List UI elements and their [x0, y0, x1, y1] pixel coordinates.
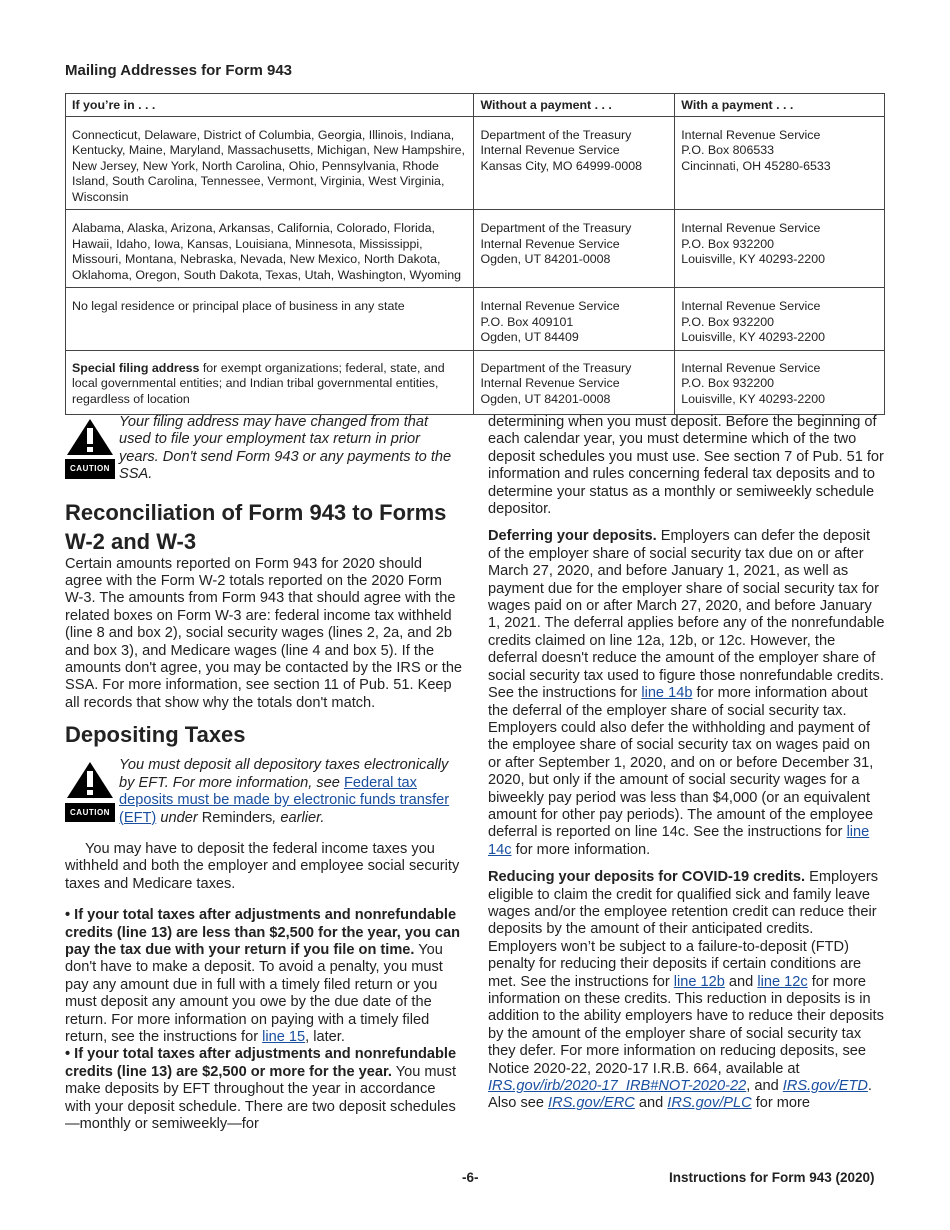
with-payment-cell: Internal Revenue Service P.O. Box 932200 Louisville, KY 40293-2200 [675, 288, 885, 351]
column-header: If you’re in . . . [66, 94, 474, 117]
caution-icon: CAUTION [65, 418, 115, 470]
caution-note-eft: CAUTION You must deposit all depository taxes electronically by EFT. For more information, see Federal tax deposits must be made by electronic funds transfer (EFT) under Reminders, earlier. [65, 757, 463, 827]
table-row [66, 350, 885, 414]
left-column [65, 414, 463, 1133]
line-12b-link[interactable]: line 12b [673, 973, 725, 990]
deferring-deposits: Deferring your deposits. Employers can defer the deposit of the employer share of social security tax due on or after March 27, 2020, and before January 1, 2021, as well as payment due for the employer share of social security tax for wages paid on or after March 27, 2020, and before January 1, 2021. The deferral applies before any of the nonrefundable credits claimed on line 12a, 12b, or 12c. However, the deferral doesn't reduce the amount of the employer share of social security tax used to figure those nonrefundable credits. See the instructions for line 14b for more information about the deferral of the employer share of social security tax. Employers could also defer the withholding and payment of the employee share of social security tax on wages paid on or after September 1, 2020, and on or before December 31, 2020, but only if the amount of social security wages for a biweekly pay period was less than $4,000 (or an equivalent amount for other pay periods). The amount of the employee deferral is reported on line 14c. See the instructions for line 14c for more information. [488, 528, 885, 858]
depositing-heading: Depositing Taxes [65, 722, 246, 748]
line-14b-link[interactable]: line 14b [641, 685, 693, 702]
without-payment-cell: Department of the Treasury Internal Revenue Service Ogden, UT 84201-0008 [474, 350, 675, 414]
irb-link[interactable]: IRS.gov/irb/2020-17_IRB#NOT-2020-22 [488, 1078, 747, 1095]
recon-body: Certain amounts reported on Form 943 for 2020 should agree with the Form W-2 totals reported on the 2020 Form W-3. The amounts from Form 943 that should agree with the related boxes on Form W-3 are: federal income tax withheld (line 8 and box 2), social security wages (lines 2, 2a, and 2b and box 3), and Medicare wages (line 4 and box 5). If the amounts don't agree, you may be contacted by the IRS or the SSA. For more information, see section 11 of Pub. 51. Keep all records that show why the totals don't match. [65, 555, 463, 711]
with-payment-cell: Internal Revenue Service P.O. Box 932200 Louisville, KY 40293-2200 [675, 210, 885, 288]
line-12c-link[interactable]: line 12c [757, 973, 808, 990]
column-header: Without a payment . . . [474, 94, 675, 117]
states-cell: No legal residence or principal place of business in any state [66, 288, 474, 351]
plc-link[interactable]: IRS.gov/PLC [667, 1095, 752, 1112]
table-row [66, 288, 885, 351]
erc-link[interactable]: IRS.gov/ERC [548, 1095, 635, 1112]
caution-note [65, 414, 463, 484]
eft-link[interactable]: Federal tax deposits must be made by electronic funds transfer (EFT) [119, 774, 450, 826]
deposit-intro: You may have to deposit the federal income taxes you withheld and both the employer and employee social security taxes and Medicare taxes. [65, 840, 460, 892]
bullet-over-2500: • If your total taxes after adjustments and nonrefundable credits (line 13) are $2,500 or more for the year. You must make deposits by EFT throughout the year in accordance with your deposit schedule. There are two deposit schedules—monthly or semiweekly—for [65, 1046, 457, 1132]
page-number: -6- [462, 1170, 479, 1185]
right-column [488, 414, 886, 1113]
deposit-schedule-cont: determining when you must deposit. Before the beginning of each calendar year, you must determine which of the two deposit schedules you must use. See section 7 of Pub. 51 for information and rules concerning federal tax deposits and to determine your status as a monthly or semiweekly schedule depositor. [488, 414, 884, 518]
without-payment-cell: Department of the Treasury Internal Revenue Service Ogden, UT 84201-0008 [474, 210, 675, 288]
caution-icon: CAUTION [65, 761, 115, 813]
with-payment-cell: Internal Revenue Service P.O. Box 932200 Louisville, KY 40293-2200 [675, 350, 885, 414]
section-title: Mailing Addresses for Form 943 [65, 62, 293, 79]
recon-heading: Reconciliation of Form 943 to Forms W-2 and W-3 [65, 499, 447, 554]
bullet-under-2500: • If your total taxes after adjustments and nonrefundable credits (line 13) are less than $2,500 for the year, you can pay the tax due with your return if you file on time. You don't have to make a deposit. To avoid a penalty, you must pay any amount due in full with a timely filed return or you must deposit any amount you owe by the due date of the return. For more information on paying with a timely filed return, see the instructions for line 15, later. [65, 907, 461, 1045]
column-header: With a payment . . . [675, 94, 885, 117]
line-15-link[interactable]: line 15 [262, 1028, 306, 1045]
reducing-deposits: Reducing your deposits for COVID-19 credits. Employers eligible to claim the credit for qualified sick and family leave wages and/or the employee retention credit can reduce their deposits by the amount of their anticipated credits. Employers won’t be subject to a failure-to-deposit (FTD) penalty for reducing their deposits if certain conditions are met. See the instructions for line 12b and line 12c for more information on these credits. This reduction in deposits is in addition to the ability employers have to reduce their deposits by the amount of the employer share of social security tax they defer. For more information on reducing deposits, see Notice 2020-22, 2020-17 I.R.B. 664, available at IRS.gov/irb/2020-17_IRB#NOT-2020-22, and IRS.gov/ETD. Also see IRS.gov/ERC and IRS.gov/PLC for more [488, 869, 884, 1112]
without-payment-cell: Internal Revenue Service P.O. Box 409101 Ogden, UT 84409 [474, 288, 675, 351]
table-row [66, 210, 885, 288]
without-payment-cell: Department of the Treasury Internal Revenue Service Kansas City, MO 64999-0008 [474, 116, 675, 210]
table-row [66, 116, 885, 210]
states-cell: Connecticut, Delaware, District of Columbia, Georgia, Illinois, Indiana, Kentucky, Maine, Maryland, Massachusetts, Michigan, New Hampshire, New Jersey, New York, North Carolina, Ohio, Pennsylvania, Rhode Island, South Carolina, Tennessee, Vermont, Virginia, West Virginia, Wisconsin [66, 116, 474, 210]
mailing-address-table [65, 93, 885, 415]
etd-link[interactable]: IRS.gov/ETD [782, 1078, 868, 1095]
states-cell: Special filing address for exempt organizations; federal, state, and local governmental entities; and Indian tribal governmental entities, regardless of location [66, 350, 474, 414]
with-payment-cell: Internal Revenue Service P.O. Box 806533 Cincinnati, OH 45280-6533 [675, 116, 885, 210]
caution-text: Your filing address may have changed from that used to file your employment tax return in prior years. Don't send Form 943 or any payments to the SSA. [119, 414, 452, 483]
line-14c-link[interactable]: line 14c [488, 824, 870, 858]
states-cell: Alabama, Alaska, Arizona, Arkansas, California, Colorado, Florida, Hawaii, Idaho, Iowa, Kansas, Louisiana, Minnesota, Mississippi, Missouri, Montana, Nebraska, Nevada, New Mexico, North Dakota, Oklahoma, Oregon, South Dakota, Texas, Utah, Washington, Wyoming [66, 210, 474, 288]
document-title: Instructions for Form 943 (2020) [669, 1170, 875, 1185]
table-header-row [66, 94, 885, 117]
